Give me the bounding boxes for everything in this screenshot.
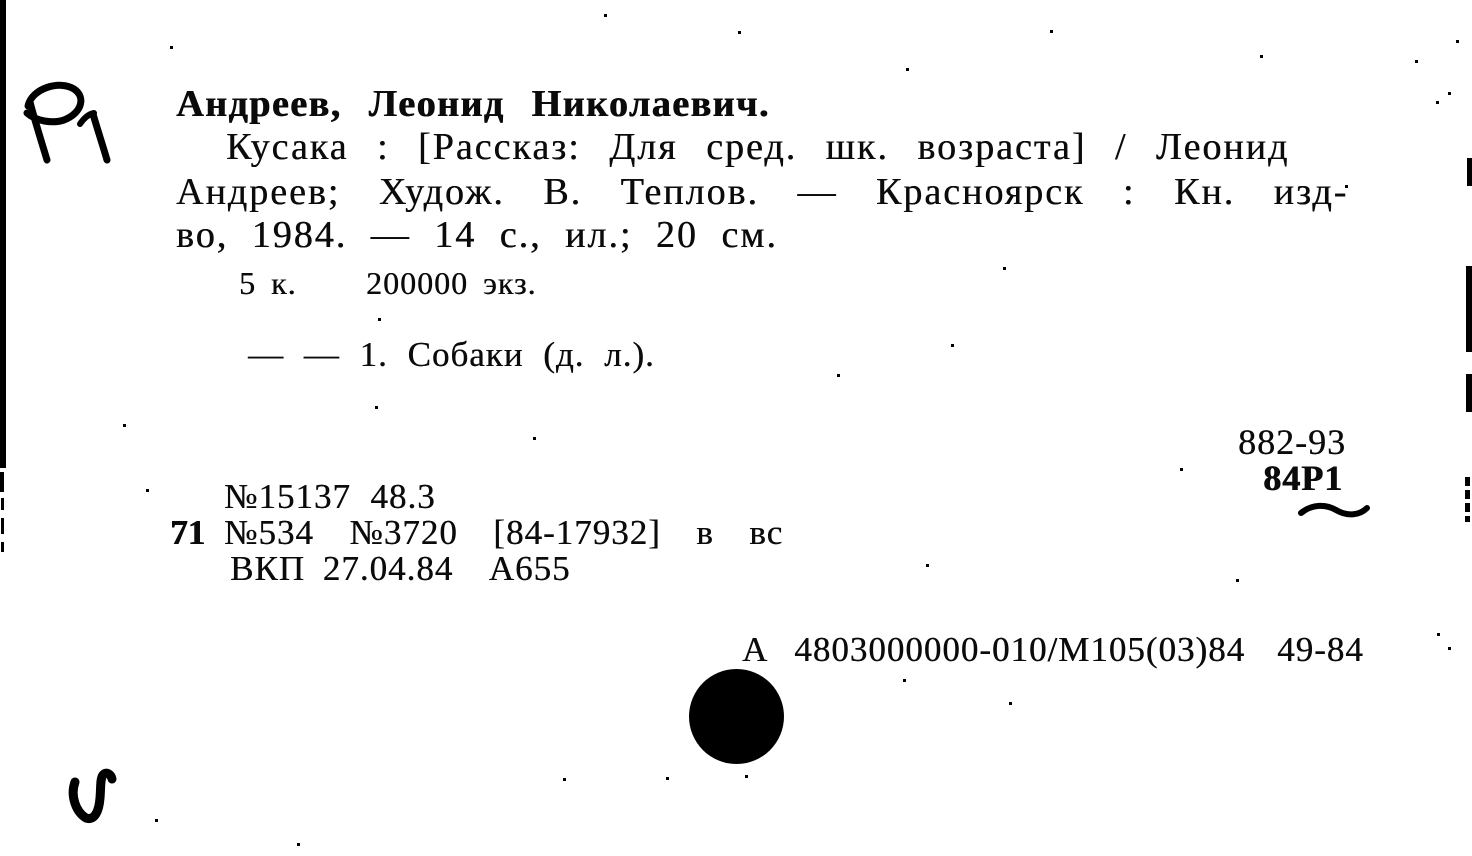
left-edge-dash xyxy=(1,518,4,534)
left-edge-dash xyxy=(1,542,4,552)
right-edge-mark xyxy=(1467,158,1472,186)
catalog-number-line xyxy=(703,597,1364,702)
right-edge-dash xyxy=(1465,490,1470,499)
right-edge-mark xyxy=(1466,266,1472,352)
control-row-vkp-date: ВКП 27.04.84 А655 xyxy=(230,549,571,588)
title-statement-line-1: Кусака : [Рассказ: Для сред. шк. возраста] / Леонид xyxy=(226,126,1290,168)
print-run-label: 200000 экз. xyxy=(366,265,537,301)
author-heading: Андреев, Леонид Николаевич. xyxy=(176,83,770,125)
udc-index: 882-93 xyxy=(1238,422,1346,462)
control-row-registration: №15137 48.3 xyxy=(224,477,436,516)
subject-tracing-line: — — 1. Собаки (д. л.). xyxy=(248,335,655,374)
catalog-number-prefix: А xyxy=(742,630,769,669)
left-edge-dash xyxy=(1,498,4,510)
handwritten-check-mark xyxy=(66,766,124,832)
right-edge-dash xyxy=(1465,516,1470,522)
control-row-prefix: 71 xyxy=(170,513,205,552)
catalog-number-code: 4803000000-010/М105(03)84 xyxy=(794,630,1246,669)
handwritten-underline-squiggle xyxy=(1297,500,1371,522)
right-edge-dash xyxy=(1465,503,1470,512)
author-shelf-index: 84Р1 xyxy=(1263,458,1343,498)
control-row-numbers: №534 №3720 [84-17932] в вс xyxy=(224,513,784,552)
catalog-number-edition: 49-84 xyxy=(1277,630,1364,669)
handwritten-p1-mark xyxy=(14,76,124,171)
title-statement-line-3: во, 1984. — 14 с., ил.; 20 см. xyxy=(176,214,778,256)
left-edge-dash xyxy=(0,472,4,492)
hole-punch-dot xyxy=(689,669,784,764)
right-edge-mark xyxy=(1466,374,1472,412)
price-label: 5 к. xyxy=(239,265,297,301)
right-edge-dash xyxy=(1465,477,1470,486)
scan-noise-specks xyxy=(170,46,173,49)
title-statement-line-2: Андреев; Худож. В. Теплов. — Красноярск : Кн. изд- xyxy=(176,171,1349,213)
left-edge-scan-bar xyxy=(0,0,6,468)
